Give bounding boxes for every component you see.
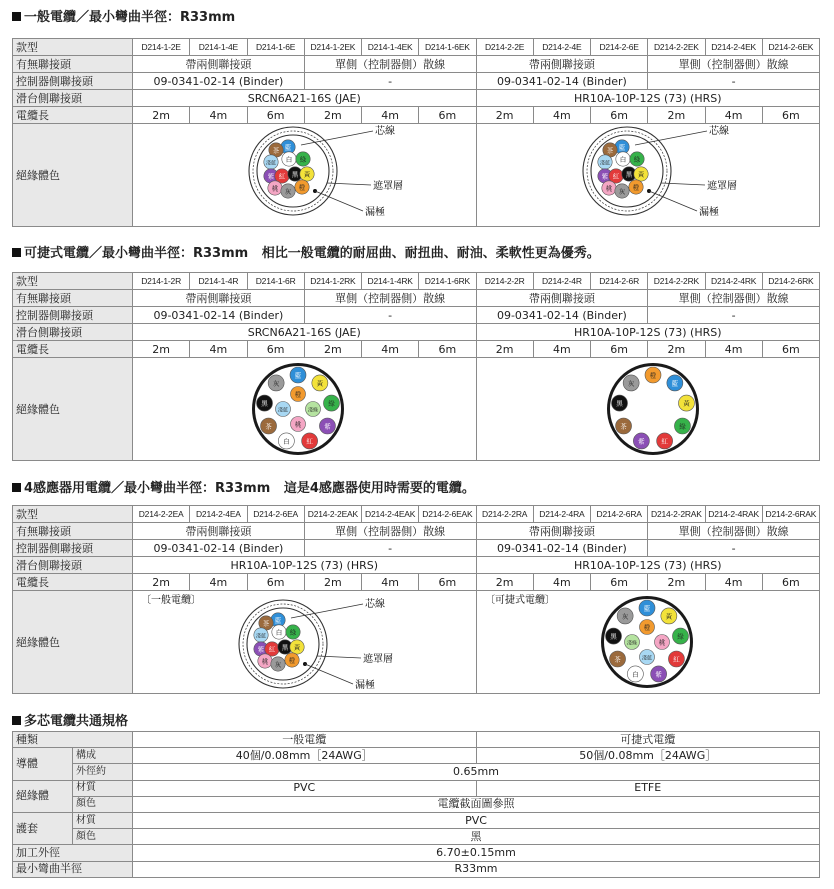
length-cell: 2m: [476, 107, 533, 124]
length-cell: 4m: [705, 574, 762, 591]
cross-section-cell: [133, 591, 477, 694]
model-cell: D214-2-4R: [533, 273, 590, 290]
row-label-insulator: 絕緣體: [13, 780, 73, 812]
wire-color-label: 灰: [621, 612, 628, 621]
od-value: 0.65mm: [133, 764, 820, 780]
wire-color-label: 黃: [316, 379, 324, 388]
sub-label-material: 材質: [73, 780, 133, 796]
wire-color-label: 橙: [294, 390, 302, 399]
square-bullet-icon: [12, 716, 21, 725]
sub-label-od: 外徑約: [73, 764, 133, 780]
row-label-min-bend: 最小彎曲半徑: [13, 861, 133, 877]
wire-color-label: 黑: [625, 170, 632, 179]
wire-color-label: 淺藍: [599, 160, 610, 167]
table-row: [13, 829, 820, 845]
model-cell: D214-2-2RA: [476, 506, 533, 523]
wire-color-label: 白: [275, 628, 283, 637]
model-cell: D214-2-4EAK: [362, 506, 419, 523]
leader-line: [635, 131, 707, 145]
cross-section-cell: [476, 124, 820, 227]
wire-color-label: 黑: [609, 632, 617, 641]
cross-section-cell: [133, 358, 477, 461]
connector-cell: 單側（控制器側）散線: [304, 523, 476, 540]
length-cell: 6m: [419, 107, 476, 124]
wire-color-label: 綠: [633, 155, 640, 164]
slide-connector-cell: SRCN6A21-16S (JAE): [133, 90, 477, 107]
cross-section-cell: [476, 358, 820, 461]
model-cell: D214-1-6RK: [419, 273, 476, 290]
wire-color-label: 桃: [605, 184, 612, 193]
table-row: [13, 124, 820, 227]
col-flex: 可捷式電纜: [476, 732, 820, 748]
section-subtitle: 這是4感應器使用時需要的電纜。: [283, 481, 475, 496]
length-cell: 2m: [476, 574, 533, 591]
model-cell: D214-2-2E: [476, 39, 533, 56]
wire-color-label: 茶: [265, 422, 272, 431]
table-row: [13, 845, 820, 861]
wire-color-label: 黃: [637, 170, 644, 179]
row-label: 控制器側聯接頭: [13, 73, 133, 90]
wire-color-label: 灰: [627, 379, 634, 388]
controller-connector-cell: 09-0341-02-14 (Binder): [133, 73, 305, 90]
wire-color-label: 藍: [643, 604, 650, 613]
section-title-flex: [12, 242, 600, 261]
table-row: [13, 861, 820, 877]
table-row: [13, 307, 820, 324]
wire-color-label: 淺藍: [277, 407, 289, 414]
flex-composition: 50個/0.08mm［24AWG］: [476, 748, 820, 764]
length-cell: 6m: [591, 341, 648, 358]
model-cell: D214-2-6E: [591, 39, 648, 56]
wire-color-label: 白: [631, 670, 639, 679]
wire-color-label: 黑: [281, 643, 289, 652]
length-cell: 6m: [762, 341, 819, 358]
model-cell: D214-2-6RK: [762, 273, 819, 290]
label-drain: 漏極: [365, 207, 385, 218]
controller-connector-cell: -: [648, 540, 820, 557]
wire-color-label: 黃: [303, 170, 311, 179]
model-cell: D214-2-6EA: [247, 506, 304, 523]
model-cell: D214-2-6RAK: [762, 506, 819, 523]
section-title-text: 多芯電纜共通規格: [24, 714, 129, 729]
table-row: [13, 273, 820, 290]
model-cell: D214-2-2RK: [648, 273, 705, 290]
model-cell: D214-2-4RAK: [705, 506, 762, 523]
length-cell: 6m: [247, 574, 304, 591]
wire-color-label: 黑: [261, 399, 268, 408]
label-shield: 遮罩層: [373, 181, 403, 192]
table-row: [13, 812, 820, 828]
wire-color-label: 橙: [632, 183, 639, 192]
wire-color-label: 藍: [671, 379, 678, 388]
sub-label-color: 顏色: [73, 796, 133, 812]
slide-connector-cell: HR10A-10P-12S (73) (HRS): [476, 90, 820, 107]
connector-cell: 帶兩側聯接頭: [476, 56, 648, 73]
section-subtitle: 相比一般電纜的耐屈曲、耐扭曲、耐油、柔軟性更為優秀。: [261, 246, 600, 261]
wire-color-label: 紫: [324, 422, 331, 431]
connector-cell: 單側（控制器側）散線: [648, 523, 820, 540]
wire-color-label: 紫: [654, 670, 662, 679]
wire-color-label: 桃: [658, 638, 665, 647]
table-row: [13, 107, 820, 124]
model-cell: D214-1-2R: [133, 273, 190, 290]
model-cell: D214-1-2RK: [304, 273, 361, 290]
row-label: 電纜長: [13, 107, 133, 124]
table-row: [13, 358, 820, 461]
table-row: [13, 56, 820, 73]
connector-cell: 帶兩側聯接頭: [133, 56, 305, 73]
length-cell: 4m: [533, 341, 590, 358]
length-cell: 6m: [762, 107, 819, 124]
slide-connector-cell: HR10A-10P-12S (73) (HRS): [133, 557, 477, 574]
flex-cable-cross-section: [133, 358, 476, 460]
wire-color-label: 綠: [678, 422, 686, 431]
length-cell: 2m: [648, 341, 705, 358]
wire-color-label: 灰: [272, 379, 280, 388]
wire-color-label: 黃: [682, 399, 690, 408]
flex-cable-cross-section: [477, 358, 820, 460]
sheath-color-value: 黑: [133, 829, 820, 845]
label-core: 芯線: [375, 126, 395, 137]
wire-color-label: 淺藍: [255, 633, 267, 640]
wire-color-label: 綠: [676, 632, 684, 641]
general-composition: 40個/0.08mm［24AWG］: [133, 748, 477, 764]
model-cell: D214-2-4RA: [533, 506, 590, 523]
finish-od-value: 6.70±0.15mm: [133, 845, 820, 861]
table-row: [13, 557, 820, 574]
length-cell: 2m: [476, 341, 533, 358]
length-cell: 2m: [304, 341, 361, 358]
length-cell: 2m: [304, 107, 361, 124]
length-cell: 4m: [190, 574, 247, 591]
square-bullet-icon: [12, 483, 21, 492]
section-title-text: 可捷式電纜／最小彎曲半徑：R33mm: [24, 246, 249, 261]
controller-connector-cell: -: [648, 307, 820, 324]
table-row: [13, 764, 820, 780]
wire-color-label: 白: [285, 155, 293, 164]
spec-table-general: [12, 38, 820, 227]
label-core: 芯線: [365, 599, 385, 610]
model-cell: D214-1-4E: [190, 39, 247, 56]
wire-color-label: 橙: [643, 623, 650, 632]
table-row: [13, 796, 820, 812]
length-cell: 4m: [362, 574, 419, 591]
wire-color-label: 藍: [274, 616, 282, 625]
col-general: 一般電纜: [133, 732, 477, 748]
leader-line: [661, 183, 705, 185]
controller-connector-cell: -: [304, 540, 476, 557]
connector-cell: 帶兩側聯接頭: [133, 523, 305, 540]
wire-color-label: 灰: [618, 187, 625, 196]
length-cell: 4m: [533, 107, 590, 124]
table-row: [13, 748, 820, 764]
wire-color-label: 淺藍: [641, 655, 652, 662]
wire-color-label: 淺綠: [307, 407, 319, 414]
wire-color-label: 藍: [618, 143, 625, 152]
model-cell: D214-2-2EAK: [304, 506, 361, 523]
model-cell: D214-1-6E: [247, 39, 304, 56]
wire-color-label: 淺藍: [265, 160, 277, 167]
connector-cell: 單側（控制器側）散線: [648, 290, 820, 307]
controller-connector-cell: 09-0341-02-14 (Binder): [476, 307, 648, 324]
controller-connector-cell: -: [648, 73, 820, 90]
wire-color-label: 紫: [601, 172, 608, 181]
table-row: [13, 341, 820, 358]
connector-cell: 單側（控制器側）散線: [304, 56, 476, 73]
wire-color-label: 黃: [293, 643, 301, 652]
table-row: [13, 39, 820, 56]
table-row: [13, 324, 820, 341]
wire-color-label: 淺綠: [626, 640, 637, 647]
row-label: 款型: [13, 39, 133, 56]
wire-color-label: 灰: [284, 187, 292, 196]
section-title-text: 4感應器用電纜／最小彎曲半徑：R33mm: [24, 481, 271, 496]
insulator-color-value: 電纜截面圖參照: [133, 796, 820, 812]
length-cell: 6m: [591, 574, 648, 591]
slide-connector-cell: SRCN6A21-16S (JAE): [133, 324, 477, 341]
row-label: 款型: [13, 506, 133, 523]
wire-color-label: 茶: [606, 146, 613, 155]
model-cell: D214-2-6EAK: [419, 506, 476, 523]
table-row: [13, 73, 820, 90]
wire-color-label: 黑: [615, 399, 623, 408]
row-label-finish-od: 加工外徑: [13, 845, 133, 861]
wire-color-label: 紅: [660, 437, 668, 446]
table-row: [13, 732, 820, 748]
slide-connector-cell: HR10A-10P-12S (73) (HRS): [476, 324, 820, 341]
section-title-text: 一般電纜／最小彎曲半徑：R33mm: [24, 10, 236, 25]
leader-line: [301, 131, 373, 145]
square-bullet-icon: [12, 12, 21, 21]
flex-cable-label: 〔可捷式電纜〕: [484, 595, 555, 606]
length-cell: 4m: [533, 574, 590, 591]
square-bullet-icon: [12, 248, 21, 257]
leader-line: [327, 183, 371, 185]
length-cell: 4m: [362, 107, 419, 124]
row-label: 絕緣體色: [13, 591, 133, 694]
model-cell: D214-1-2EK: [304, 39, 361, 56]
connector-cell: 單側（控制器側）散線: [648, 56, 820, 73]
label-shield: 遮罩層: [706, 181, 737, 192]
controller-connector-cell: 09-0341-02-14 (Binder): [133, 307, 305, 324]
leader-line: [315, 191, 363, 211]
wire-color-label: 橙: [298, 183, 306, 192]
wire-color-label: 紅: [306, 437, 313, 446]
controller-connector-cell: -: [304, 307, 476, 324]
cross-section-cell: [133, 124, 477, 227]
row-label-type: 種類: [13, 732, 133, 748]
controller-connector-cell: 09-0341-02-14 (Binder): [133, 540, 305, 557]
length-cell: 2m: [133, 574, 190, 591]
length-cell: 2m: [133, 341, 190, 358]
model-cell: D214-1-6R: [247, 273, 304, 290]
model-cell: D214-2-6R: [591, 273, 648, 290]
sub-label-composition: 構成: [73, 748, 133, 764]
wire-color-label: 橙: [649, 371, 656, 380]
wire-color-label: 黃: [665, 612, 672, 621]
length-cell: 4m: [362, 341, 419, 358]
model-cell: D214-2-2RAK: [648, 506, 705, 523]
row-label: 電纜長: [13, 574, 133, 591]
wire-color-label: 藍: [284, 143, 292, 152]
controller-connector-cell: 09-0341-02-14 (Binder): [476, 73, 648, 90]
length-cell: 2m: [304, 574, 361, 591]
length-cell: 2m: [133, 107, 190, 124]
wire-color-label: 黑: [291, 170, 299, 179]
length-cell: 4m: [705, 341, 762, 358]
wire-color-label: 橙: [288, 656, 296, 665]
section-title-common: [12, 710, 128, 729]
model-cell: D214-1-4EK: [362, 39, 419, 56]
length-cell: 6m: [419, 341, 476, 358]
leader-line: [305, 664, 353, 684]
row-label: 有無聯接頭: [13, 56, 133, 73]
section-title-general: [12, 6, 235, 25]
wire-color-label: 紅: [278, 172, 286, 181]
label-drain: 漏極: [355, 680, 375, 691]
row-label: 滑台側聯接頭: [13, 90, 133, 107]
wire-color-label: 紫: [257, 645, 265, 654]
model-cell: D214-1-4RK: [362, 273, 419, 290]
model-cell: D214-2-6RA: [591, 506, 648, 523]
length-cell: 6m: [591, 107, 648, 124]
length-cell: 4m: [190, 341, 247, 358]
wire-color-label: 紅: [268, 645, 276, 654]
row-label: 絕緣體色: [13, 124, 133, 227]
table-row: [13, 780, 820, 796]
length-cell: 2m: [648, 107, 705, 124]
model-cell: D214-2-4E: [533, 39, 590, 56]
length-cell: 6m: [247, 341, 304, 358]
row-label: 控制器側聯接頭: [13, 307, 133, 324]
flex-cable-cross-section: [477, 591, 820, 693]
connector-cell: 帶兩側聯接頭: [476, 290, 648, 307]
table-row: [13, 540, 820, 557]
row-label: 電纜長: [13, 341, 133, 358]
length-cell: 4m: [705, 107, 762, 124]
row-label: 有無聯接頭: [13, 523, 133, 540]
length-cell: 6m: [247, 107, 304, 124]
wire-color-label: 桃: [271, 184, 279, 193]
model-cell: D214-1-4R: [190, 273, 247, 290]
leader-line: [317, 656, 361, 658]
min-bend-value: R33mm: [133, 861, 820, 877]
general-cable-cross-section: [133, 124, 476, 226]
model-cell: D214-2-4RK: [705, 273, 762, 290]
common-spec-table: [12, 731, 820, 878]
label-shield: 遮罩層: [363, 654, 393, 665]
sub-label-color: 顏色: [73, 829, 133, 845]
length-cell: 2m: [648, 574, 705, 591]
table-row: [13, 506, 820, 523]
row-label: 滑台側聯接頭: [13, 324, 133, 341]
cross-section-cell: [476, 591, 820, 694]
model-cell: D214-2-2R: [476, 273, 533, 290]
length-cell: 6m: [762, 574, 819, 591]
spec-table-flex: [12, 272, 820, 461]
row-label-sheath: 護套: [13, 812, 73, 844]
table-row: [13, 90, 820, 107]
row-label: 滑台側聯接頭: [13, 557, 133, 574]
general-cable-cross-section: [133, 591, 476, 693]
model-cell: D214-2-4EA: [190, 506, 247, 523]
flex-material: ETFE: [476, 780, 820, 796]
wire-color-label: 茶: [613, 655, 621, 664]
wire-color-label: 綠: [299, 155, 307, 164]
table-row: [13, 591, 820, 694]
controller-connector-cell: 09-0341-02-14 (Binder): [476, 540, 648, 557]
wire-color-label: 桃: [294, 420, 302, 429]
sub-label-material: 材質: [73, 812, 133, 828]
model-cell: D214-1-2E: [133, 39, 190, 56]
wire-color-label: 紫: [637, 437, 645, 446]
wire-color-label: 茶: [262, 619, 270, 628]
leader-line: [649, 191, 697, 211]
row-label: 控制器側聯接頭: [13, 540, 133, 557]
general-cable-label: 〔一般電纜〕: [141, 595, 201, 606]
wire-color-label: 紫: [267, 172, 275, 181]
connector-cell: 帶兩側聯接頭: [133, 290, 305, 307]
wire-color-label: 灰: [274, 660, 282, 669]
model-cell: D214-2-2EA: [133, 506, 190, 523]
slide-connector-cell: HR10A-10P-12S (73) (HRS): [476, 557, 820, 574]
model-cell: D214-2-2EK: [648, 39, 705, 56]
wire-color-label: 藍: [294, 371, 302, 380]
model-cell: D214-2-6EK: [762, 39, 819, 56]
length-cell: 4m: [190, 107, 247, 124]
wire-color-label: 紅: [612, 172, 619, 181]
controller-connector-cell: -: [304, 73, 476, 90]
length-cell: 6m: [419, 574, 476, 591]
connector-cell: 單側（控制器側）散線: [304, 290, 476, 307]
row-label-conductor: 導體: [13, 748, 73, 780]
wire-color-label: 茶: [619, 422, 627, 431]
wire-color-label: 茶: [272, 146, 280, 155]
row-label: 款型: [13, 273, 133, 290]
wire-color-label: 桃: [261, 657, 269, 666]
leader-line: [291, 604, 363, 618]
general-material: PVC: [133, 780, 477, 796]
wire-color-label: 白: [619, 155, 626, 164]
wire-color-label: 紅: [672, 655, 680, 664]
label-core: 芯線: [708, 126, 729, 137]
spec-table-sensor: [12, 505, 820, 694]
wire-color-label: 綠: [289, 628, 297, 637]
table-row: [13, 290, 820, 307]
row-label: 有無聯接頭: [13, 290, 133, 307]
connector-cell: 帶兩側聯接頭: [476, 523, 648, 540]
label-drain: 漏極: [698, 207, 719, 218]
sheath-material-value: PVC: [133, 812, 820, 828]
section-title-sensor: [12, 477, 475, 496]
general-cable-cross-section: [477, 124, 820, 226]
model-cell: D214-2-4EK: [705, 39, 762, 56]
row-label: 絕緣體色: [13, 358, 133, 461]
table-row: [13, 574, 820, 591]
wire-color-label: 白: [283, 437, 290, 446]
table-row: [13, 523, 820, 540]
model-cell: D214-1-6EK: [419, 39, 476, 56]
wire-color-label: 綠: [328, 399, 335, 408]
